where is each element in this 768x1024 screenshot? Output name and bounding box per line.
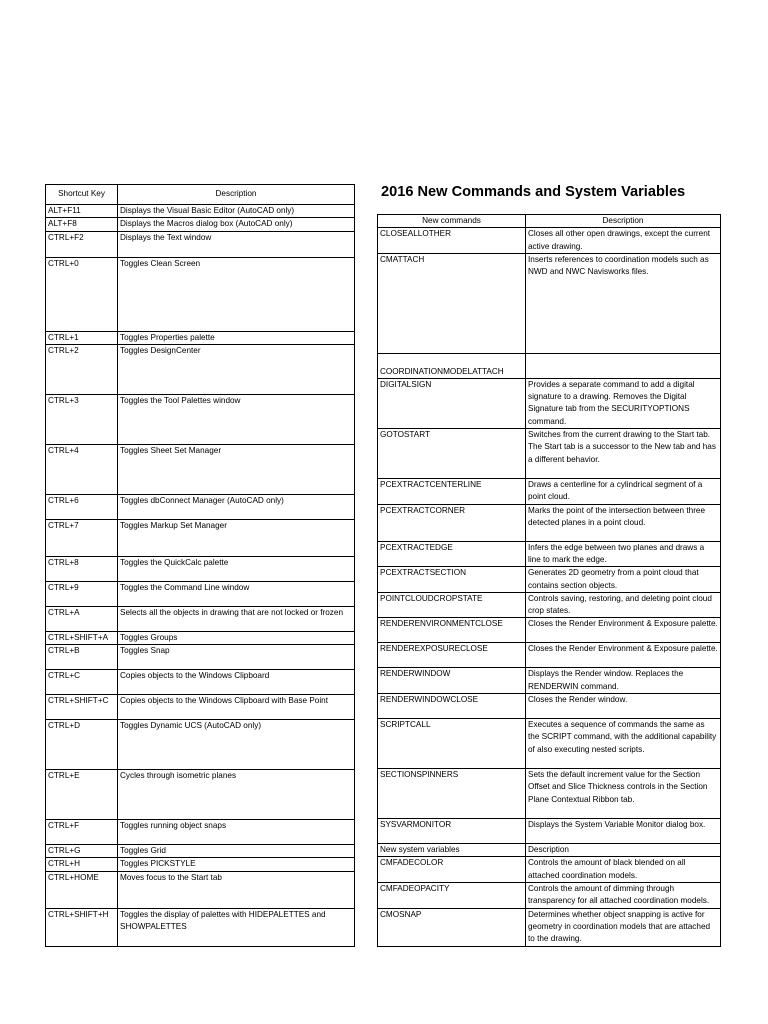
description-cell: Infers the edge between two planes and draws a line to mark the edge. [526,541,721,567]
table-row [378,819,721,844]
shortcut-key-cell: CTRL+1 [46,331,118,344]
description-cell: Displays the Text window [118,231,355,257]
table-row [378,618,721,643]
description-cell: Draws a centerline for a cylindrical segment of a point cloud. [526,479,721,505]
shortcut-key-cell: CTRL+6 [46,494,118,519]
description-cell: Description [526,844,721,857]
table-row [46,845,355,858]
description-cell: Closes all other open drawings, except the current active drawing. [526,228,721,254]
command-name-cell: PCEXTRACTCENTERLINE [378,479,526,505]
table-row [46,871,355,908]
table-row [46,770,355,820]
description-cell: Toggles Markup Set Manager [118,519,355,556]
description-cell: Toggles the Command Line window [118,581,355,606]
command-name-cell: RENDERWINDOWCLOSE [378,694,526,719]
shortcut-key-cell: CTRL+H [46,858,118,871]
table-row [378,592,721,618]
description-cell: Toggles PICKSTYLE [118,858,355,871]
shortcut-key-cell: CTRL+0 [46,257,118,331]
shortcut-key-cell: CTRL+SHIFT+A [46,631,118,644]
description-cell: Generates 2D geometry from a point cloud that contains section objects. [526,567,721,593]
section-title: 2016 New Commands and System Variables [381,184,686,200]
command-name-cell: DIGITALSIGN [378,378,526,428]
description-cell: Copies objects to the Windows Clipboard with Base Point [118,695,355,720]
table-row [378,643,721,668]
table-row [46,670,355,695]
table-row [378,253,721,353]
table-row [46,695,355,720]
table-row [46,556,355,581]
command-name-cell: RENDERWINDOW [378,668,526,694]
command-name-cell: New system variables [378,844,526,857]
description-cell: Determines whether object snapping is active for geometry in coordination models that are attached to the drawing. [526,908,721,946]
command-name-cell: POINTCLOUDCROPSTATE [378,592,526,618]
table-row [378,228,721,254]
table-row [378,541,721,567]
description-cell: Toggles the display of palettes with HIDEPALETTES and SHOWPALETTES [118,908,355,946]
description-cell: Displays the System Variable Monitor dialog box. [526,819,721,844]
description-cell: Copies objects to the Windows Clipboard [118,670,355,695]
table-row [46,344,355,394]
table-row [46,218,355,231]
table-row [46,645,355,670]
description-cell: Toggles Sheet Set Manager [118,444,355,494]
description-cell: Cycles through isometric planes [118,770,355,820]
description-cell: Provides a separate command to add a digital signature to a drawing. Removes the Digital Signature tab from the SECURITYOPTIONS command. [526,378,721,428]
description-cell: Closes the Render Environment & Exposure palette. [526,618,721,643]
description-cell: Selects all the objects in drawing that are not locked or frozen [118,606,355,631]
table-row [46,205,355,218]
column-header-shortcut-key: Shortcut Key [46,185,118,205]
shortcut-key-cell: CTRL+9 [46,581,118,606]
table-row [46,494,355,519]
table-row [378,908,721,946]
new-commands-table [377,214,721,947]
shortcut-keys-table [45,184,355,947]
description-cell: Toggles Snap [118,645,355,670]
description-cell: Toggles the QuickCalc palette [118,556,355,581]
column-header-description: Description [118,185,355,205]
description-cell: Closes the Render window. [526,694,721,719]
shortcut-key-cell: CTRL+SHIFT+C [46,695,118,720]
description-cell: Toggles Dynamic UCS (AutoCAD only) [118,720,355,770]
description-cell: Toggles Groups [118,631,355,644]
shortcut-key-cell: CTRL+2 [46,344,118,394]
description-cell: Marks the point of the intersection between three detected planes in a point cloud. [526,504,721,541]
table-row [378,882,721,908]
description-cell: Controls saving, restoring, and deleting point cloud crop states. [526,592,721,618]
table-row [378,694,721,719]
table-row [46,444,355,494]
table-header-row [46,185,355,205]
description-cell: Inserts references to coordination models such as NWD and NWC Navisworks files. [526,253,721,353]
table-row [46,631,355,644]
description-cell: Toggles DesignCenter [118,344,355,394]
description-cell: Closes the Render Environment & Exposure palette. [526,643,721,668]
command-name-cell: COORDINATIONMODELATTACH [378,353,526,378]
shortcut-key-cell: CTRL+G [46,845,118,858]
table-row [46,231,355,257]
command-name-cell: RENDEREXPOSURECLOSE [378,643,526,668]
command-name-cell: CMFADECOLOR [378,857,526,883]
shortcut-key-cell: CTRL+F [46,820,118,845]
description-cell: Toggles Properties palette [118,331,355,344]
table-row [378,378,721,428]
table-row [46,606,355,631]
table-header-row [378,215,721,228]
table-row [46,394,355,444]
description-cell: Displays the Visual Basic Editor (AutoCAD only) [118,205,355,218]
description-cell: Displays the Macros dialog box (AutoCAD only) [118,218,355,231]
description-cell: Toggles running object snaps [118,820,355,845]
shortcut-key-cell: CTRL+HOME [46,871,118,908]
description-cell: Displays the Render window. Replaces the RENDERWIN command. [526,668,721,694]
table-row [46,257,355,331]
description-cell: Toggles Clean Screen [118,257,355,331]
description-cell: Toggles dbConnect Manager (AutoCAD only) [118,494,355,519]
table-row [378,769,721,819]
shortcut-key-cell: ALT+F11 [46,205,118,218]
description-cell: Moves focus to the Start tab [118,871,355,908]
command-name-cell: PCEXTRACTEDGE [378,541,526,567]
table-row [46,519,355,556]
description-cell: Switches from the current drawing to the Start tab. The Start tab is a successor to the New tab and has a different behavior. [526,429,721,479]
shortcut-key-cell: CTRL+E [46,770,118,820]
column-header-new-commands: New commands [378,215,526,228]
description-cell: Executes a sequence of commands the same as the SCRIPT command, with the additional capability of also executing nested scripts. [526,719,721,769]
command-name-cell: PCEXTRACTSECTION [378,567,526,593]
description-cell: Sets the default increment value for the Section Offset and Slice Thickness controls in the Section Plane Contextual Ribbon tab. [526,769,721,819]
description-cell: Controls the amount of dimming through transparency for all attached coordination models. [526,882,721,908]
table-row [378,504,721,541]
column-header-description: Description [526,215,721,228]
command-name-cell: CMFADEOPACITY [378,882,526,908]
description-cell: Controls the amount of black blended on all attached coordination models. [526,857,721,883]
shortcut-key-cell: CTRL+A [46,606,118,631]
table-row [46,720,355,770]
table-row [46,820,355,845]
table-row [46,331,355,344]
command-name-cell: SECTIONSPINNERS [378,769,526,819]
table-row [378,429,721,479]
command-name-cell: GOTOSTART [378,429,526,479]
shortcut-key-cell: CTRL+3 [46,394,118,444]
description-cell [526,353,721,378]
command-name-cell: SCRIPTCALL [378,719,526,769]
table-row [378,668,721,694]
description-cell: Toggles the Tool Palettes window [118,394,355,444]
description-cell: Toggles Grid [118,845,355,858]
shortcut-key-cell: CTRL+F2 [46,231,118,257]
table-row [378,353,721,378]
shortcut-key-cell: CTRL+C [46,670,118,695]
command-name-cell: CMATTACH [378,253,526,353]
shortcut-key-cell: CTRL+7 [46,519,118,556]
shortcut-key-cell: ALT+F8 [46,218,118,231]
table-row [46,858,355,871]
shortcut-key-cell: CTRL+B [46,645,118,670]
command-name-cell: RENDERENVIRONMENTCLOSE [378,618,526,643]
command-name-cell: CMOSNAP [378,908,526,946]
command-name-cell: CLOSEALLOTHER [378,228,526,254]
shortcut-key-cell: CTRL+8 [46,556,118,581]
command-name-cell: PCEXTRACTCORNER [378,504,526,541]
table-row [378,844,721,857]
table-row [378,479,721,505]
table-row [378,857,721,883]
shortcut-key-cell: CTRL+D [46,720,118,770]
command-name-cell: SYSVARMONITOR [378,819,526,844]
table-row [46,908,355,946]
table-row [378,567,721,593]
table-row [46,581,355,606]
shortcut-key-cell: CTRL+SHIFT+H [46,908,118,946]
table-row [378,719,721,769]
shortcut-key-cell: CTRL+4 [46,444,118,494]
